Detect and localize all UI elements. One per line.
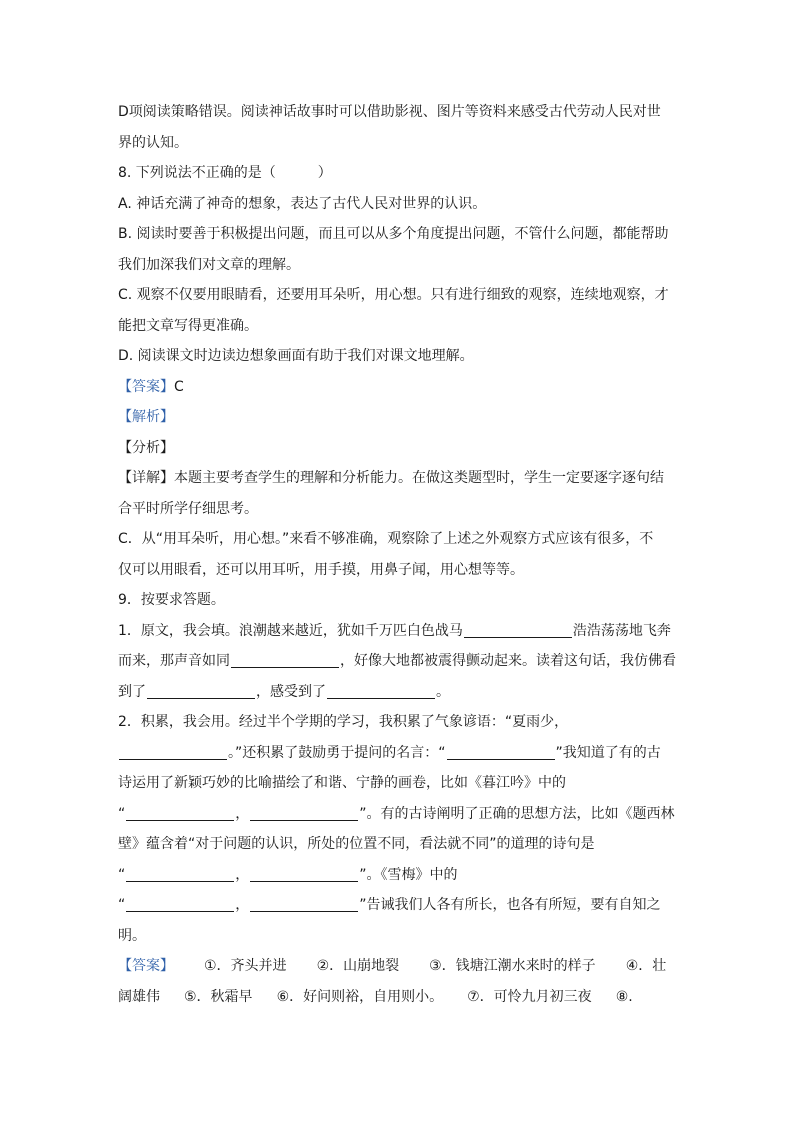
text-segment: ，感受到了	[256, 683, 326, 700]
text-segment: ”我知道了有的古	[555, 744, 661, 761]
text-segment: “	[118, 866, 126, 883]
answer-tag: 【答案】	[118, 378, 174, 395]
text-line	[118, 463, 678, 494]
text-segment: ④．壮	[625, 958, 667, 974]
fill-in-blank	[147, 684, 255, 699]
fill-in-blank	[119, 745, 227, 760]
text-segment: “	[118, 897, 126, 913]
text-segment: A. 神话充满了神奇的想象，表达了古代人民对世界的认识。	[118, 195, 487, 212]
text-line	[118, 311, 678, 342]
text-line	[118, 158, 678, 189]
text-segment: 我们加深我们对文章的理解。	[118, 256, 300, 273]
fill-in-blank	[126, 897, 234, 912]
text-segment: 合平时所学仔细思考。	[118, 500, 258, 517]
text-line	[118, 677, 678, 708]
text-segment: 。”还积累了鼓励勇于提问的名言：“	[228, 744, 446, 761]
text-segment: ，	[235, 866, 250, 883]
text-line	[118, 280, 678, 311]
text-segment: 阔雄伟	[118, 988, 160, 1005]
fill-in-blank	[327, 684, 435, 699]
text-segment: 能把文章写得更准确。	[118, 317, 258, 334]
text-segment: ⑧.	[615, 988, 633, 1005]
text-segment: “	[118, 805, 126, 822]
text-line	[118, 219, 678, 250]
text-segment: 【分析】	[118, 439, 174, 456]
text-segment: ，	[235, 897, 250, 913]
text-line	[118, 921, 678, 952]
text-segment: 1．原文，我会填。浪潮越来越近，犹如千万匹白色战马	[118, 622, 463, 639]
text-line	[118, 555, 678, 586]
fill-in-blank	[250, 806, 358, 821]
text-line	[118, 433, 678, 464]
text-segment: 2．积累，我会用。经过半个学期的学习，我积累了气象谚语：“夏雨少，	[118, 714, 569, 730]
text-segment: ”告诫我们人各有所长，也各有所短，要有自知之	[359, 897, 661, 913]
text-line	[118, 128, 678, 159]
text-line	[118, 890, 678, 921]
fill-in-blank	[464, 623, 572, 638]
text-line	[118, 585, 678, 616]
text-segment: 到了	[118, 683, 146, 700]
text-segment: B. 阅读时要善于积极提出问题，而且可以从多个角度提出问题，不管什么问题，都能帮助	[118, 226, 669, 242]
text-segment: ⑥．好问则裕，自用则小。	[276, 988, 444, 1005]
text-line	[118, 372, 678, 403]
text-line	[118, 646, 678, 677]
text-line	[118, 768, 678, 799]
text-segment: 诗运用了新颖巧妙的比喻描绘了和谐、宁静的画卷，比如《暮江吟》中的	[118, 775, 566, 791]
fill-in-blank	[447, 745, 555, 760]
text-line	[118, 799, 678, 830]
text-line	[118, 189, 678, 220]
text-line	[118, 982, 678, 1013]
text-segment: 明。	[118, 927, 146, 944]
text-segment: ②．山崩地裂	[316, 958, 400, 974]
text-segment: 壁》蕴含着“对于问题的认识，所处的位置不同，看法就不同”的道理的诗句是	[118, 836, 595, 852]
text-segment: ”。《雪梅》中的	[359, 866, 458, 883]
fill-in-blank	[126, 867, 234, 882]
text-line	[118, 402, 678, 433]
text-line	[118, 250, 678, 281]
text-line	[118, 524, 678, 555]
text-segment: D项阅读策略错误。阅读神话故事时可以借助影视、图片等资料来感受古代劳动人民对世	[118, 104, 661, 120]
text-segment: ⑤．秋霜早	[184, 988, 253, 1005]
text-segment: 。	[436, 683, 450, 700]
fill-in-blank	[126, 806, 234, 821]
text-line	[118, 616, 678, 647]
text-line	[118, 951, 678, 982]
text-line	[118, 738, 678, 769]
text-segment: 界的认知。	[118, 134, 188, 151]
text-segment: 浩浩荡荡地飞奔	[572, 622, 671, 639]
text-segment: ，好像大地都被震得颤动起来。读着这句话，我仿佛看	[340, 653, 676, 669]
text-segment: 【详解】本题主要考查学生的理解和分析能力。在做这类题型时，学生一定要逐字逐句结	[118, 470, 664, 486]
text-line	[118, 494, 678, 525]
text-line	[118, 341, 678, 372]
text-line	[118, 860, 678, 891]
text-line	[118, 829, 678, 860]
document-body	[118, 97, 678, 1012]
fill-in-blank	[250, 867, 358, 882]
text-segment: C. 观察不仅要用眼睛看，还要用耳朵听，用心想。只有进行细致的观察，连续地观察，才	[118, 287, 669, 303]
text-segment: ”。有的古诗阐明了正确的思想方法，比如《题西林	[359, 805, 675, 822]
text-line	[118, 97, 678, 128]
fill-in-blank	[231, 653, 339, 668]
text-segment: 仅可以用眼看，还可以用耳听，用手摸，用鼻子闻，用心想等等。	[118, 561, 524, 578]
text-segment: 9．按要求答题。	[118, 592, 225, 608]
text-segment: 而来，那声音如同	[118, 653, 230, 669]
text-segment: ，	[235, 805, 250, 822]
text-segment: ⑦．可怜九月初三夜	[467, 988, 592, 1005]
answer-tag: 【解析】	[118, 409, 174, 425]
text-segment: ①．齐头并进	[204, 958, 287, 974]
text-line	[118, 707, 678, 738]
answer-tag: 【答案】	[118, 958, 174, 974]
text-segment: 8. 下列说法不正确的是（ ）	[118, 165, 332, 181]
text-segment: C	[174, 378, 184, 395]
text-segment: D. 阅读课文时边读边想象画面有助于我们对课文地理解。	[118, 348, 474, 364]
text-segment: ③．钱塘江潮水来时的样子	[429, 958, 596, 974]
fill-in-blank	[250, 897, 358, 912]
text-segment: C．从“用耳朵听，用心想。”来看不够准确，观察除了上述之外观察方式应该有很多，不	[118, 531, 654, 547]
